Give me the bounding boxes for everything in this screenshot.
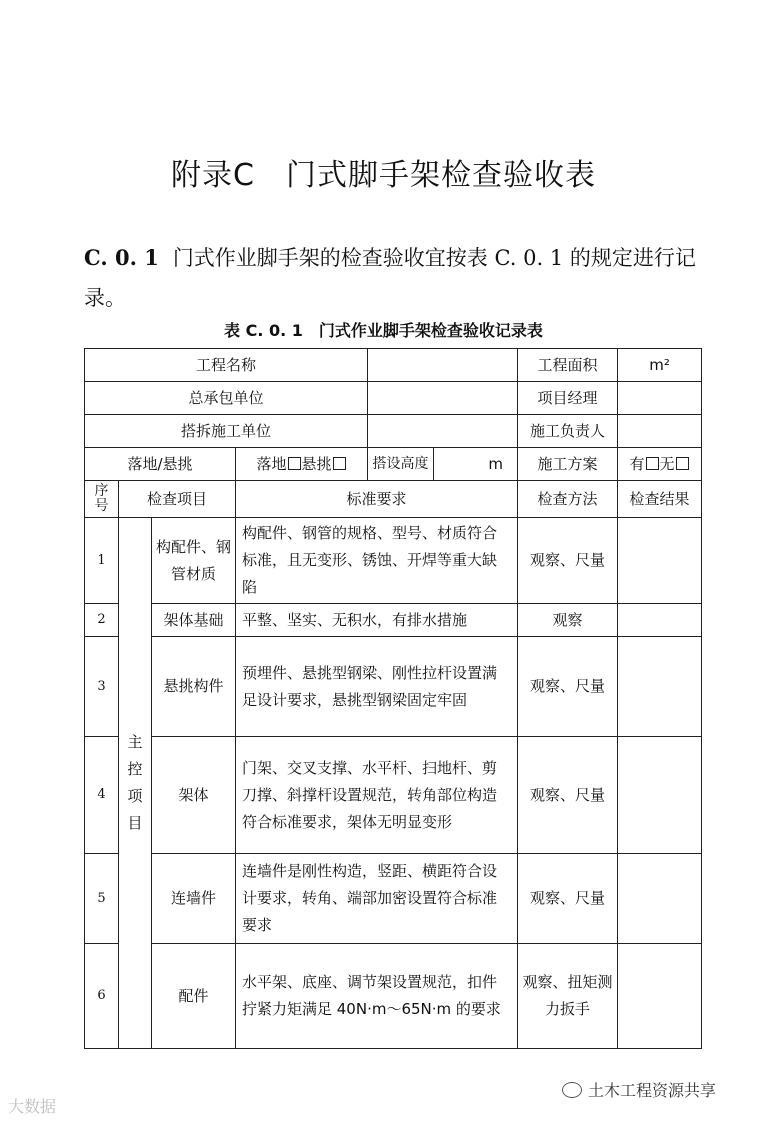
project-name-label: 工程名称 xyxy=(85,349,368,382)
table-caption: 表 C. 0. 1 门式作业脚手架检查验收记录表 xyxy=(224,321,543,340)
contractor-value xyxy=(368,382,518,415)
plan-yes-checkbox[interactable] xyxy=(646,457,659,470)
type-options xyxy=(236,448,368,481)
plan-yes-label: 有 xyxy=(629,454,645,473)
row-method: 观察、扭矩测力扳手 xyxy=(518,944,618,1049)
height-label: 搭设高度 xyxy=(368,448,434,481)
row-seq: 5 xyxy=(85,854,119,944)
inspection-table xyxy=(84,348,702,1049)
floor-option-label: 落地 xyxy=(256,454,287,473)
row-item: 连墙件 xyxy=(152,854,236,944)
row-seq: 3 xyxy=(85,637,119,737)
appendix-title: 附录C 门式脚手架检查验收表 xyxy=(171,158,596,193)
row-item: 构配件、钢管材质 xyxy=(152,518,236,604)
contractor-label: 总承包单位 xyxy=(85,382,368,415)
watermark-left: 大数据 xyxy=(8,1097,57,1116)
row-method: 观察、尺量 xyxy=(518,854,618,944)
height-unit: m xyxy=(434,448,518,481)
row-seq: 1 xyxy=(85,518,119,604)
construction-lead-value xyxy=(618,415,702,448)
row-requirement: 预埋件、悬挑型钢梁、刚性拉杆设置满足设计要求，悬挑型钢梁固定牢固 xyxy=(236,637,518,737)
row-item: 架体 xyxy=(152,737,236,854)
seq-header: 序号 xyxy=(85,481,119,518)
row-result xyxy=(618,518,702,604)
row-requirement: 平整、坚实、无积水，有排水措施 xyxy=(236,604,518,637)
plan-no-label: 无 xyxy=(659,454,675,473)
plan-options xyxy=(618,448,702,481)
row-type xyxy=(85,448,702,481)
row-item: 悬挑构件 xyxy=(152,637,236,737)
row-method: 观察、尺量 xyxy=(518,737,618,854)
method-header: 检查方法 xyxy=(518,481,618,518)
table-row xyxy=(85,737,702,854)
group-label: 主控项目 xyxy=(127,733,143,832)
row-result xyxy=(618,604,702,637)
clause-paragraph xyxy=(84,238,704,318)
manager-label: 项目经理 xyxy=(518,382,618,415)
project-area-label: 工程面积 xyxy=(518,349,618,382)
wechat-icon xyxy=(562,1082,582,1098)
row-method: 观察、尺量 xyxy=(518,637,618,737)
project-name-value xyxy=(368,349,518,382)
plan-no-checkbox[interactable] xyxy=(676,457,689,470)
row-requirement: 连墙件是刚性构造，竖距、横距符合设计要求，转角、端部加密设置符合标准要求 xyxy=(236,854,518,944)
row-method: 观察 xyxy=(518,604,618,637)
group-label-cell xyxy=(119,518,152,1049)
plan-label: 施工方案 xyxy=(518,448,618,481)
row-result xyxy=(618,854,702,944)
row-result xyxy=(618,637,702,737)
row-erector xyxy=(85,415,702,448)
row-requirement: 构配件、钢管的规格、型号、材质符合标准，且无变形、锈蚀、开焊等重大缺陷 xyxy=(236,518,518,604)
row-result xyxy=(618,944,702,1049)
table-row xyxy=(85,944,702,1049)
row-column-headers xyxy=(85,481,702,518)
row-seq: 2 xyxy=(85,604,119,637)
area-unit: m² xyxy=(618,349,702,382)
construction-lead-label: 施工负责人 xyxy=(518,415,618,448)
type-label: 落地/悬挑 xyxy=(85,448,236,481)
requirement-header: 标准要求 xyxy=(236,481,518,518)
row-item: 架体基础 xyxy=(152,604,236,637)
erector-value xyxy=(368,415,518,448)
item-header: 检查项目 xyxy=(119,481,236,518)
table-row xyxy=(85,854,702,944)
row-item: 配件 xyxy=(152,944,236,1049)
result-header: 检查结果 xyxy=(618,481,702,518)
row-method: 观察、尺量 xyxy=(518,518,618,604)
watermark-right xyxy=(562,1078,716,1101)
table-row xyxy=(85,604,702,637)
watermark-right-text: 土木工程资源共享 xyxy=(588,1081,717,1100)
floor-checkbox[interactable] xyxy=(288,457,301,470)
row-seq: 6 xyxy=(85,944,119,1049)
erector-label: 搭拆施工单位 xyxy=(85,415,368,448)
table-row xyxy=(85,518,702,604)
clause-text: 门式作业脚手架的检查验收宜按表 C. 0. 1 的规定进行记录。 xyxy=(84,246,696,310)
row-requirement: 水平架、底座、调节架设置规范，扣件拧紧力矩满足 40N·m～65N·m 的要求 xyxy=(236,944,518,1049)
cantilever-checkbox[interactable] xyxy=(333,457,346,470)
manager-value xyxy=(618,382,702,415)
row-requirement: 门架、交叉支撑、水平杆、扫地杆、剪刀撑、斜撑杆设置规范，转角部位构造符合标准要求，架体无明显变形 xyxy=(236,737,518,854)
clause-number: C. 0. 1 xyxy=(84,245,159,270)
cantilever-option-label: 悬挑 xyxy=(301,454,332,473)
row-project-name xyxy=(85,349,702,382)
row-contractor xyxy=(85,382,702,415)
row-result xyxy=(618,737,702,854)
row-seq: 4 xyxy=(85,737,119,854)
table-row xyxy=(85,637,702,737)
